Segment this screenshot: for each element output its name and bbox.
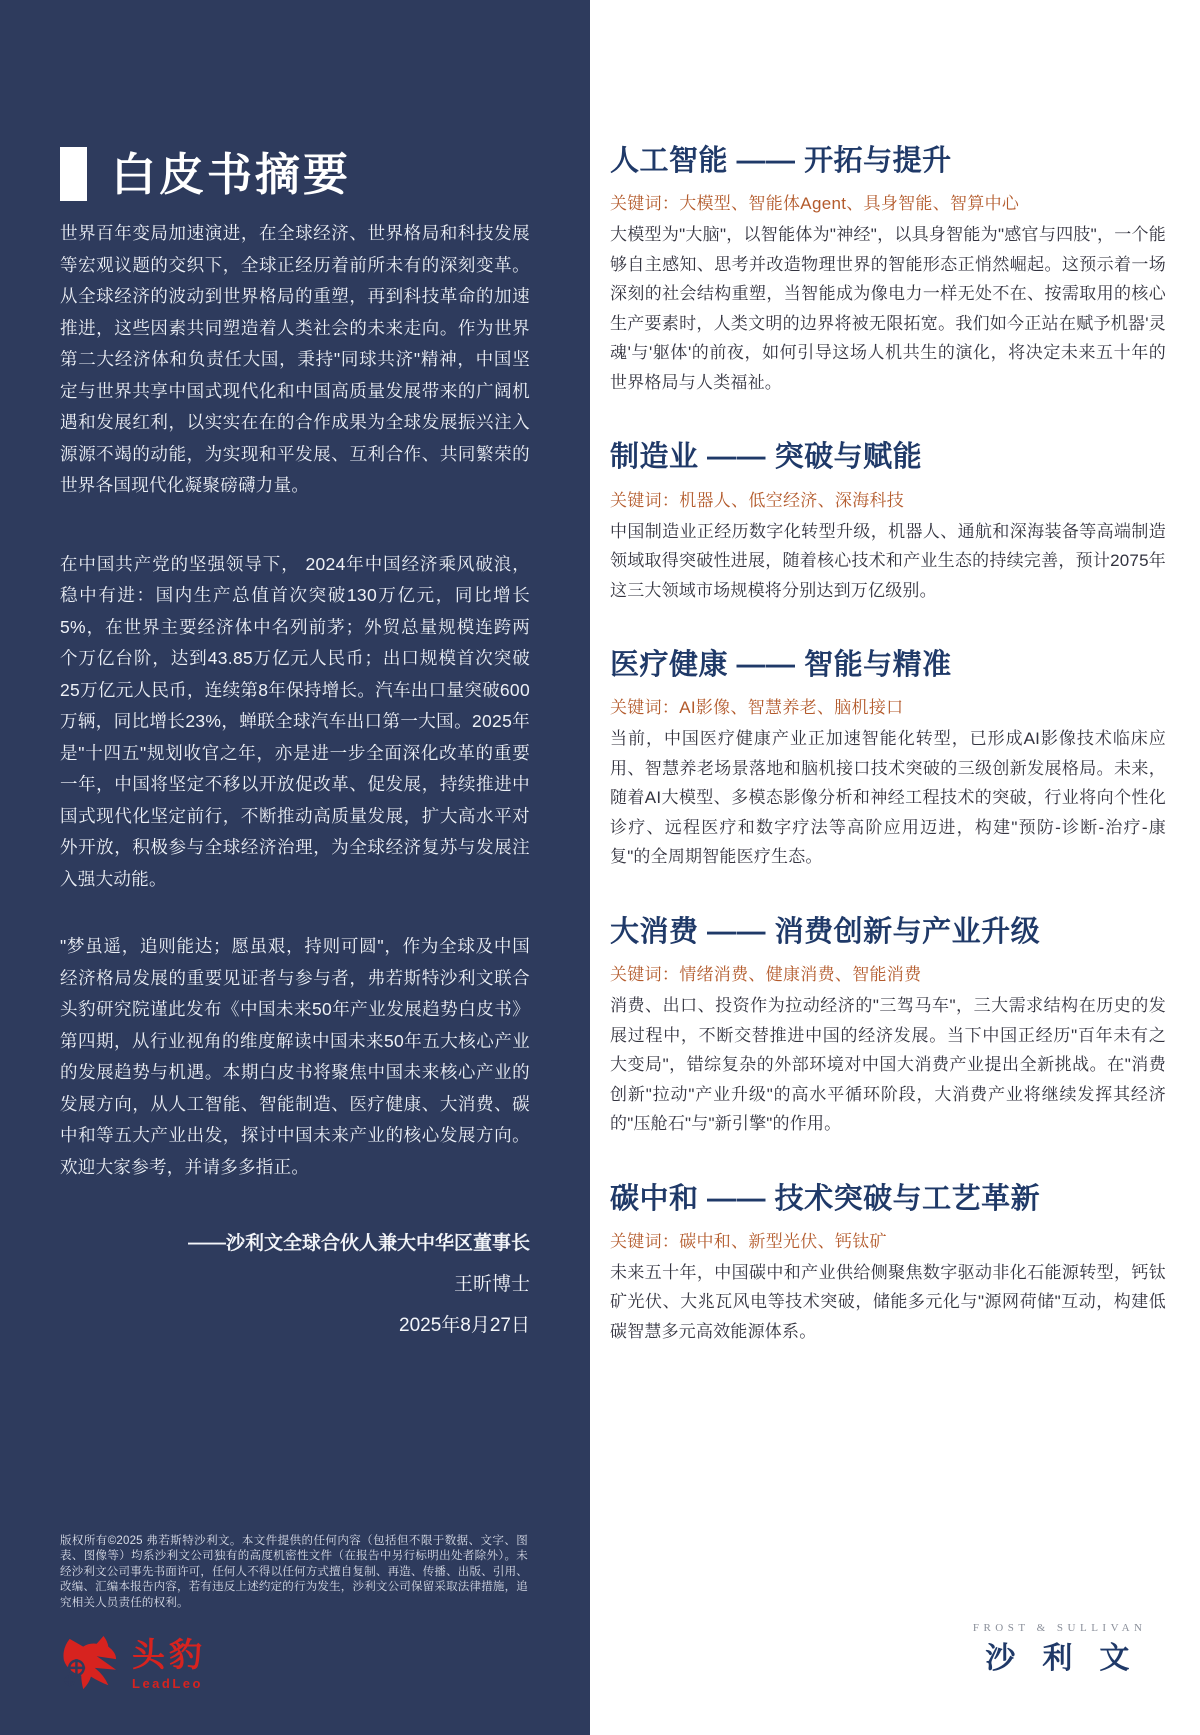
section-title: 医疗健康 —— 智能与精准 [610,649,952,681]
section-consumer [610,914,1166,1139]
section-title: 大消费 —— 消费创新与产业升级 [610,915,1041,948]
section-keywords: 关键词：AI影像、智慧养老、脑机接口 [610,698,904,718]
section-keywords: 关键词：情绪消费、健康消费、智能消费 [610,965,922,984]
section-body: 当前，中国医疗健康产业正加速智能化转型，已形成AI影像技术临床应用、智慧养老场景落地和脑机接口技术突破的三级创新发展格局。未来，随着AI大模型、多模态影像分析和神经工程技术的突破，行业将向个性化诊疗、远程医疗和数字疗法等高阶应用迈进，构建"预防-诊断-治疗-康复"的全周期智能医疗生态。 [610,729,1166,867]
page-title: 白皮书摘要 [111,148,352,200]
section-body: 消费、出口、投资作为拉动经济的"三驾马车"，三大需求结构在历史的发展过程中，不断交替推进中国的经济发展。当下中国正经历"百年未有之大变局"，错综复杂的外部环境对中国大消费产业提出全新挑战。在"消费创新"拉动"产业升级"的高水平循环阶段，大消费产业将继续发挥其经济的"压舱石"与"新引擎"的作用。 [610,996,1166,1133]
section-title: 制造业 —— 突破与赋能 [610,441,923,474]
section-healthcare [610,647,1166,872]
leopard-icon [60,1633,118,1695]
section-manufacturing [610,439,1166,605]
leadleo-logo [60,1621,528,1707]
panel-footer [60,1534,528,1708]
summary-paragraph-3: "梦虽遥，追则能达；愿虽艰，持则可圆"，作为全球及中国经济格局发展的重要见证者与参与者，弗若斯特沙利文联合头豹研究院谨此发布《中国未来50年产业发展趋势白皮书》第四期，从行业视角的维度解读中国未来50年五大核心产业的发展趋势与机遇。本期白皮书将聚焦中国未来核心产业的发展方向，从人工智能、智能制造、医疗健康、大消费、碳中和等五大产业出发，探讨中国未来产业的核心发展方向。欢迎大家参考，并请多多指正。 [60,936,530,1177]
industry-sections [610,0,1166,1388]
signature-role: ——沙利文全球合伙人兼大中华区董事长 [187,1233,530,1254]
summary-paragraph-2: 在中国共产党的坚强领导下， 2024年中国经济乘风破浪，稳中有进：国内生产总值首次突破130万亿元，同比增长5%，在世界主要经济体中名列前茅；外贸总量规模连跨两个万亿台阶，达到43.85万亿元人民币；出口规模首次突破25万亿元人民币，连续第8年保持增长。汽车出口量突破600万辆，同比增长23%，蝉联全球汽车出口第一大国。2025年是"十四五"规划收官之年，亦是进一步全面深化改革的重要一年，中国将坚定不移以开放促改革、促发展，持续推进中国式现代化坚定前行，不断推动高质量发展，扩大高水平对外开放，积极参与全球经济治理，为全球经济复苏与发展注入强大动能。 [60,553,530,889]
section-ai [610,143,1166,397]
signature-name: 王昕博士 [453,1274,530,1295]
section-title: 碳中和 —— 技术突破与工艺革新 [610,1182,1041,1215]
leadleo-logo-text [132,1637,206,1691]
section-title: 人工智能 —— 开拓与提升 [610,145,952,177]
copyright-text: 版权所有©2025 弗若斯特沙利文。本文件提供的任何内容（包括但不限于数据、文字、图表、图像等）均系沙利文公司独有的高度机密性文件（在报告中另行标明出处者除外）。未经沙利文公司事先书面许可，任何人不得以任何方式擅自复制、再造、传播、出版、引用、改编、汇编本报告内容，若有违反上述约定的行为发生，沙利文公司保留采取法律措施，追究相关人员责任的权利。 [60,1534,528,1609]
summary-paragraph-1: 世界百年变局加速演进，在全球经济、世界格局和科技发展等宏观议题的交织下，全球正经历着前所未有的深刻变革。从全球经济的波动到世界格局的重塑，再到科技革命的加速推进，这些因素共同塑造着人类社会的未来走向。作为世界第二大经济体和负责任大国，秉持"同球共济"精神，中国坚定与世界共享中国式现代化和中国高质量发展带来的广阔机遇和发展红利，以实实在在的合作成果为全球发展振兴注入源源不竭的动能，为实现和平发展、互利合作、共同繁荣的世界各国现代化凝聚磅礴力量。 [60,223,530,495]
section-body: 中国制造业正经历数字化转型升级，机器人、通航和深海装备等高端制造领域取得突破性进展，随着核心技术和产业生态的持续完善，预计2075年这三大领域市场规模将分别达到万亿级别。 [610,521,1166,600]
frost-sullivan-logo [972,1622,1157,1675]
section-keywords: 关键词：碳中和、新型光伏、钙钛矿 [610,1231,887,1251]
section-body: 大模型为"大脑"，以智能体为"神经"，以具身智能为"感官与四肢"，一个能够自主感知、思考并改造物理世界的智能形态正悄然崛起。这预示着一场深刻的社会结构重塑，当智能成为像电力一样无处不在、按需取用的核心生产要素时，人类文明的边界将被无限拓宽。我们如今正站在赋予机器'灵魂'与'躯体'的前夜，如何引导这场人机共生的演化，将决定未来五十年的世界格局与人类福祉。 [610,225,1166,392]
section-keywords: 关键词：大模型、智能体Agent、具身智能、智算中心 [610,194,1020,214]
frost-sullivan-logo-cn: 沙利文 [985,1642,1157,1675]
section-body: 未来五十年，中国碳中和产业供给侧聚焦数字驱动非化石能源转型，钙钛矿光伏、大兆瓦风电等技术突破，储能多元化与"源网荷储"互动，构建低碳智慧多元高效能源体系。 [610,1262,1166,1341]
page-title-row [60,146,530,202]
leadleo-logo-en: LeadLeo [132,1676,203,1692]
summary-panel [0,0,590,1735]
frost-sullivan-logo-en: FROST & SULLIVAN [972,1622,1147,1634]
section-carbon-neutral [610,1181,1166,1347]
leadleo-logo-cn: 头豹 [132,1635,206,1673]
title-accent-bar [60,147,87,201]
signature-date: 2025年8月27日 [399,1315,530,1336]
section-keywords: 关键词：机器人、低空经济、深海科技 [610,490,905,510]
signature-block [60,1223,530,1346]
